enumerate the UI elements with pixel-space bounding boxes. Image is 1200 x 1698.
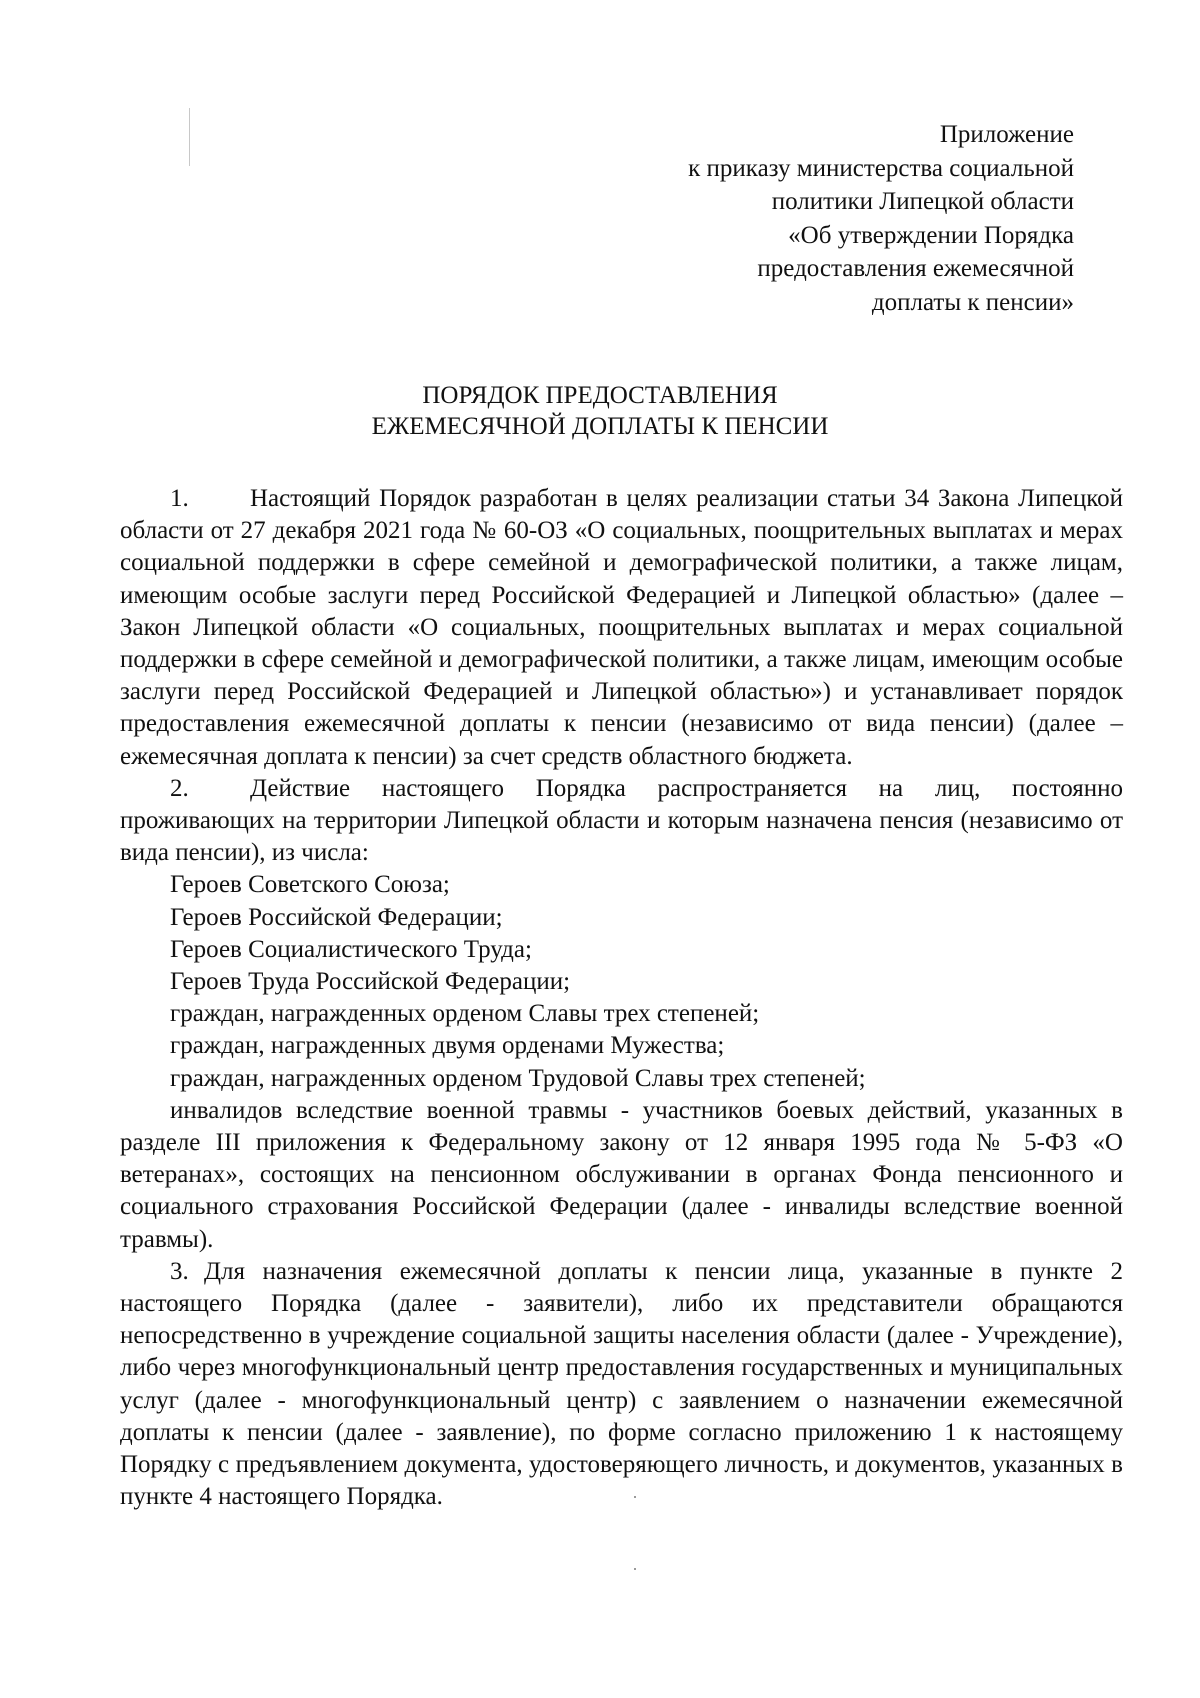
paragraph-2 <box>120 773 1123 870</box>
list-item: граждан, награжденных двумя орденами Мужества; <box>170 1032 725 1060</box>
annex-line: предоставления ежемесячной <box>757 255 1074 282</box>
paragraph-1 <box>120 483 1123 773</box>
scan-speck <box>634 1496 636 1498</box>
paragraph-3 <box>120 1256 1123 1514</box>
list-item: граждан, награжденных орденом Славы трех степеней; <box>170 1000 760 1028</box>
annex-header <box>514 118 1074 319</box>
document-title <box>0 380 1200 442</box>
title-line-2: ЕЖЕМЕСЯЧНОЙ ДОПЛАТЫ К ПЕНСИИ <box>371 413 829 440</box>
paragraph-text: Настоящий Порядок разработан в целях реализации статьи 34 Закона Липецкой области от 27 декабря 2021 года № 60-ОЗ «О социальных, поощрительных выплатах и мерах социальной поддержки в сфере семейной и демографической политики, а также лицам, имеющим особые заслуги перед Российской Федерацией и Липецкой областью» (далее – Закон Липецкой области «О социальных, поощрительных выплатах и мерах социальной поддержки в сфере семейной и демографической политики, а также лицам, имеющим особые заслуги перед Российской Федерацией и Липецкой областью») и устанавливает порядок предоставления ежемесячной доплаты к пенсии (независимо от вида пенсии) (далее – ежемесячная доплата к пенсии) за счет средств областного бюджета. <box>120 485 1123 770</box>
list-item-long: инвалидов вследствие военной травмы - участников боевых действий, указанных в разделе III приложения к Федеральному закону от 12 января 1995 года № 5-ФЗ «О ветеранах», состоящих на пенсионном обслуживании в органах Фонда пенсионного и социального страхования Российской Федерации (далее - инвалиды вследствие военной травмы). <box>120 1096 1123 1253</box>
paragraph-number: 1. <box>170 485 189 512</box>
scan-speck <box>634 1568 636 1570</box>
list-item: Героев Социалистического Труда; <box>170 935 532 963</box>
paragraph-text: Действие настоящего Порядка распространяется на лиц, постоянно проживающих на территории Липецкой области и которым назначена пенсия (независимо от вида пенсии), из числа: <box>120 774 1123 867</box>
list-item: Героев Российской Федерации; <box>170 903 503 931</box>
list-item: Героев Советского Союза; <box>170 871 450 899</box>
list-item: граждан, награжденных орденом Трудовой Славы трех степеней; <box>170 1064 866 1092</box>
paragraph-text: Для назначения ежемесячной доплаты к пенсии лица, указанные в пункте 2 настоящего Порядка (далее - заявители), либо их представители обращаются непосредственно в учреждение социальной защиты населения области (далее - Учреждение), либо через многофункциональный центр предоставления государственных и муниципальных услуг (далее - многофункциональный центр) с заявлением о назначении ежемесячной доплаты к пенсии (далее - заявление), по форме согласно приложению 1 к настоящему Порядку с предъявлением документа, удостоверяющего личность, и документов, указанных в пункте 4 настоящего Порядка. <box>120 1257 1123 1511</box>
annex-line: политики Липецкой области <box>771 188 1074 215</box>
annex-line: Приложение <box>939 121 1074 148</box>
paragraph-number: 3. <box>170 1257 189 1285</box>
annex-line: доплаты к пенсии» <box>871 288 1074 316</box>
document-body <box>120 483 1123 1514</box>
title-line-1: ПОРЯДОК ПРЕДОСТАВЛЕНИЯ <box>422 382 778 409</box>
annex-line: к приказу министерства социальной <box>688 154 1074 182</box>
annex-line: «Об утверждении Порядка <box>788 221 1074 249</box>
scan-artifact-line <box>189 108 190 166</box>
paragraph-number: 2. <box>170 774 189 802</box>
list-item: Героев Труда Российской Федерации; <box>170 968 571 996</box>
